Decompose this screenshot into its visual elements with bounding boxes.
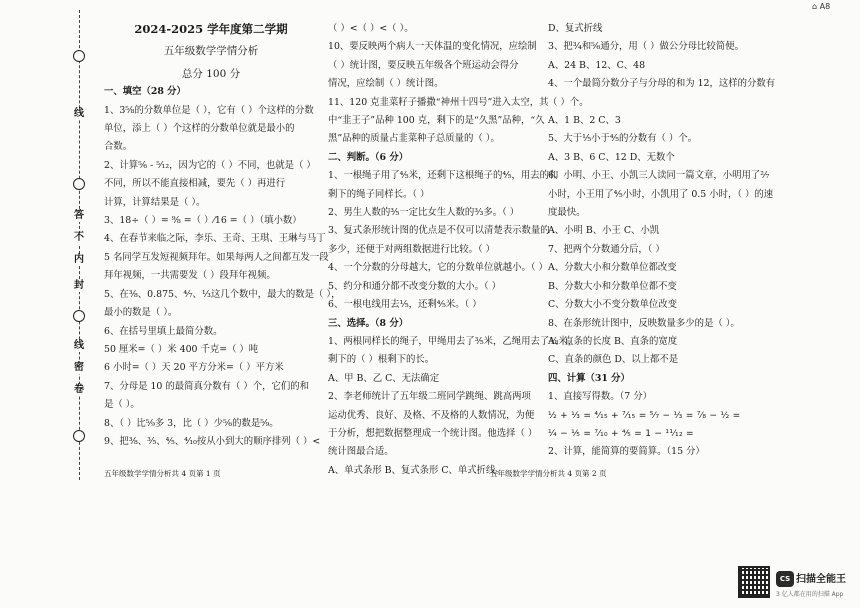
question-line: 黑”品种的质量占韭菜种子总质量的（ ）。: [328, 133, 500, 145]
question-line: 2、计算⁵⁄₆ - ⁵⁄₁₂，因为它的（ ）不同，也就是（ ）: [104, 159, 316, 171]
question-line: 剩下的绳子同样长。（ ）: [328, 188, 430, 200]
question-line: C、直条的颜色 D、以上都不是: [548, 354, 679, 366]
question-line: 1、3⁵⁄₈的分数单位是（ ），它有（ ）个这样的分数: [104, 104, 314, 116]
question-line: 拜年视频，一共需要发（ ）段拜年视频。: [104, 270, 276, 282]
question-line: 7、分母是 10 的最简真分数有（ ）个，它们的和: [104, 380, 309, 392]
binding-hole: [73, 178, 85, 190]
question-line: 小时，小王用了⁴⁄₅小时，小凯用了 0.5 小时，（ ）的速: [548, 188, 774, 200]
question-line: 于分析，想把数据整理成一个统计图。他选择（ ）: [328, 427, 538, 439]
question-line: 4、一个分数的分母越大，它的分数单位就越小。（ ）: [328, 262, 548, 274]
question-line: A、单式条形 B、复式条形 C、单式折线。: [328, 464, 505, 476]
question-line: 6、小明、小王、小凯三人读同一篇文章，小明用了²⁄₇: [548, 170, 770, 182]
question-line: 中“韭王子”品种 100 克，剩下的是“久黑”品种，“久: [328, 115, 545, 127]
scanner-watermark: [738, 566, 854, 600]
question-list: [104, 83, 341, 451]
question-line: 剩下的（ ）根剩下的长。: [328, 354, 435, 366]
question-line: 8、在条形统计图中，反映数量多少的是（ ）。: [548, 317, 740, 329]
binding-char: 内: [70, 254, 88, 266]
question-line: 8、（ ）比⁵⁄₉多 3，比（ ）少⁵⁄₆的数是⁵⁄₉。: [104, 417, 279, 429]
question-line: （ ）统计图，要反映五年级各个班运动会得分: [328, 59, 519, 71]
question-line: 6、一根电线用去¹⁄₅，还剩⁴⁄₅米。（ ）: [328, 299, 482, 311]
question-line: 7、把两个分数通分后，（ ）: [548, 243, 665, 255]
question-line: 10、要反映两个病人一天体温的变化情况，应绘制: [328, 41, 537, 53]
binding-dashed-line: [79, 10, 80, 480]
question-line: 二、判断。（6 分）: [328, 151, 409, 163]
question-line: 多少，还便于对两组数据进行比较。（ ）: [328, 243, 496, 255]
watermark-tagline: 3 亿人都在用的扫描 App: [776, 591, 844, 598]
exam-title: 2024-2025 学年度第二学期: [134, 22, 288, 36]
question-line: 四、计算（31 分）: [548, 372, 630, 384]
question-line: 6、在括号里填上最简分数。: [104, 325, 223, 337]
question-line: 1、直接写得数。（7 分）: [548, 391, 652, 403]
column-page-1: [104, 20, 341, 451]
question-line: 5、约分和通分都不改变分数的大小。（ ）: [328, 280, 502, 292]
binding-char: 封: [70, 280, 88, 292]
question-line: 不同，所以不能直接相减，要先（ ）再进行: [104, 178, 286, 190]
binding-char: 线: [70, 108, 88, 120]
question-line: 2、李老师统计了五年级二班同学跳绳、跳高两项: [328, 391, 531, 403]
question-line: C、分数大小不变分数单位改变: [548, 299, 678, 311]
binding-char: 密: [70, 362, 88, 374]
binding-char: 线: [70, 340, 88, 352]
binding-hole: [73, 50, 85, 62]
question-line: D、复式折线: [548, 23, 603, 34]
question-line: 4、在春节来临之际，李乐、王奇、王琪、王琳与马丁: [104, 233, 326, 245]
binding-char: 卷: [70, 384, 88, 396]
question-line: 5、大于¹⁄₅小于⁴⁄₅的分数有（ ）个。: [548, 133, 697, 145]
question-line: A、小明 B、小王 C、小凯: [548, 225, 660, 237]
binding-char: 答: [70, 210, 88, 222]
question-line: 3、18÷（ ）= ⁹⁄₈ =（ ）⁄16 =（ ）（填小数）: [104, 215, 302, 227]
question-line: 5 名同学互发短视频拜年。如果每两人之间都互发一段: [104, 251, 329, 263]
question-line: 合数。: [104, 141, 133, 153]
question-line: （ ）<（ ）<（ ）。: [328, 23, 414, 34]
question-line: 度最快。: [548, 207, 586, 219]
binding-hole: [73, 310, 85, 322]
calc-task-heading: 2、计算，能简算的要简算。（15 分）: [548, 446, 705, 458]
exam-total-score: 总分 100 分: [181, 67, 241, 80]
question-line: （ ）个。: [548, 96, 589, 108]
question-line: 最小的数是（ ）。: [104, 307, 178, 319]
question-line: 50 厘米=（ ）米 400 千克=（ ）吨: [104, 343, 259, 355]
binding-char: 不: [70, 232, 88, 244]
calc-row: ½ + ⅓ = ⁴⁄₁₅ + ⁷⁄₁₅ = ⁵⁄₇ − ⅓ = ⁷⁄₈ − ½ =: [548, 410, 741, 421]
question-line: 11、120 克韭菜籽子播撒“神州十四号”进入太空，其: [328, 96, 549, 108]
question-line: A、24 B、12、C、48: [548, 59, 646, 71]
question-line: 2、男生人数的³⁄₅一定比女生人数的³⁄₃多。（ ）: [328, 207, 520, 219]
question-line: 单位，添上（ ）个这样的分数单位就是最小的: [104, 123, 295, 135]
question-line: 计算，计算结果是（ ）。: [104, 196, 206, 208]
camscanner-logo: CS: [776, 571, 794, 587]
question-line: 情况，应绘制（ ）统计图。: [328, 78, 444, 90]
question-line: A、1 B、2 C、3: [548, 115, 621, 127]
binding-margin: [60, 10, 100, 480]
question-line: 运动优秀、良好、及格、不及格的人数情况，为便: [328, 409, 535, 421]
question-line: 统计图最合适。: [328, 446, 394, 458]
question-list: [548, 20, 780, 407]
page-footer: 五年级数学学情分析共 4 页第 2 页: [490, 469, 607, 478]
calc-row: ¼ − ⅕ = ⁷⁄₁₀ + ⅘ = 1 − ¹¹⁄₁₂ =: [548, 428, 694, 439]
question-line: 3、把³⁄₄和⁵⁄₆通分，用（ ）做公分母比较简便。: [548, 41, 744, 53]
question-line: 1、一根绳子用了⁴⁄₅米，还剩下这根绳子的⁴⁄₅，用去的和: [328, 170, 559, 182]
question-line: 9、把³⁄₈、³⁄₅、⁴⁄₅、⁴⁄₁₀按从小到大的顺序排列（ ）<: [104, 435, 321, 447]
question-line: A、分数大小和分数单位都改变: [548, 262, 677, 274]
question-line: A、3 B、6 C、12 D、无数个: [548, 151, 675, 163]
question-line: A、直条的长度 B、直条的宽度: [548, 335, 678, 347]
question-line: 5、在³⁄₈、0.875、⁴⁄₇、¹⁄₃这几个数中，最大的数是（ ），: [104, 288, 341, 300]
question-line: 6 小时=（ ）天 20 平方分米=（ ）平方米: [104, 362, 284, 374]
column-page-2-right: [548, 20, 780, 462]
question-line: 三、选择。（8 分）: [328, 317, 409, 329]
question-line: 一、填空（28 分）: [104, 86, 186, 98]
question-line: 是（ ）。: [104, 399, 140, 411]
watermark-name: 扫描全能王: [796, 574, 846, 585]
corner-mark: ⌂ A8: [812, 2, 831, 11]
page-footer: 五年级数学学情分析共 4 页第 1 页: [104, 469, 221, 478]
question-line: 3、复式条形统计图的优点是不仅可以清楚表示数量的: [328, 225, 550, 237]
binding-hole: [73, 430, 85, 442]
question-line: A、甲 B、乙 C、无法确定: [328, 372, 440, 384]
qr-code-icon: [738, 566, 770, 598]
exam-subtitle: 五年级数学学情分析: [163, 45, 259, 58]
question-line: 4、一个最简分数分子与分母的和为 12，这样的分数有: [548, 78, 776, 90]
question-line: B、分数大小和分数单位都不变: [548, 280, 677, 292]
question-line: 1、两根同样长的绳子，甲绳用去了³⁄₅米，乙绳用去了³⁄₈米，: [328, 335, 578, 347]
